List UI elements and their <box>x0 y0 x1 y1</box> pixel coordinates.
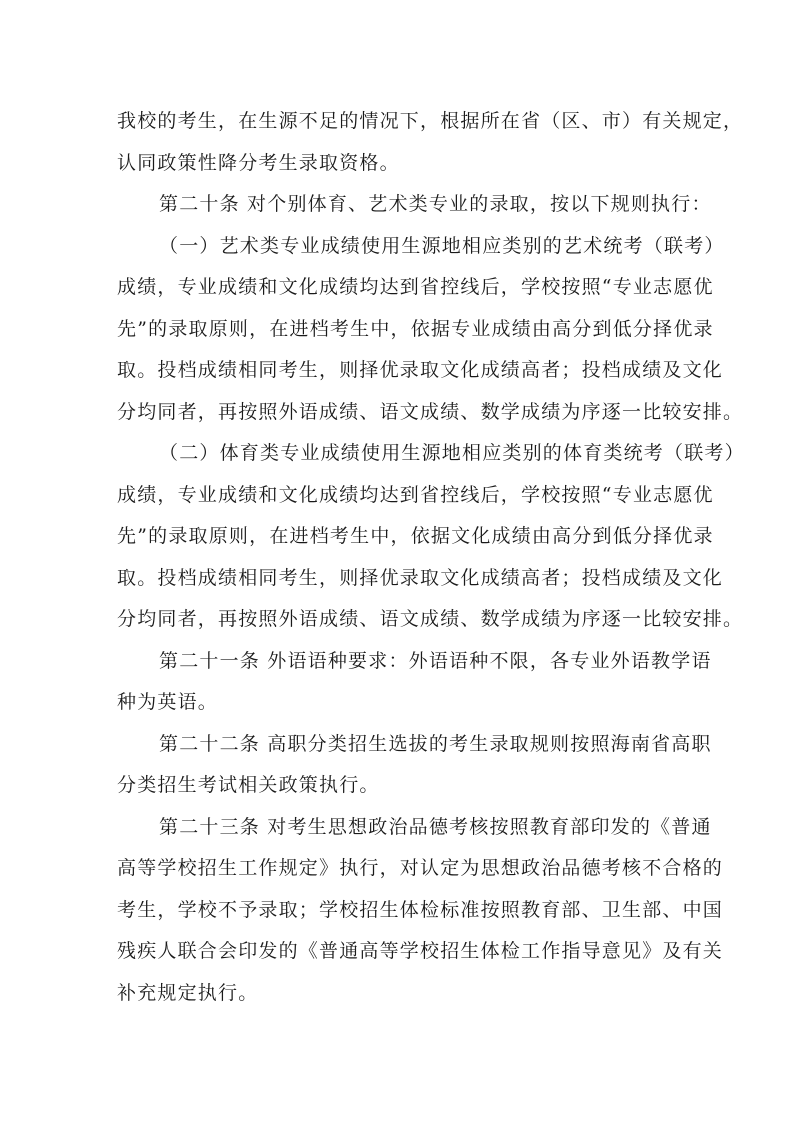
text-line: 第二十条 对个别体育、艺术类专业的录取，按以下规则执行： <box>159 193 712 215</box>
text-line: 分均同者，再按照外语成绩、语文成绩、数学成绩为序逐一比较安排。 <box>117 608 744 630</box>
text-line: 分均同者，再按照外语成绩、语文成绩、数学成绩为序逐一比较安排。 <box>117 400 744 423</box>
text-line: 分类招生考试相关政策执行。 <box>117 774 380 796</box>
paragraph-sports-admission <box>117 433 745 641</box>
text-line: （二）体育类专业成绩使用生源地相应类别的体育类统考（联考） <box>159 442 745 464</box>
text-line: 认同政策性降分考生录取资格。 <box>117 151 400 174</box>
text-line: 我校的考生，在生源不足的情况下，根据所在省（区、市）有关规定， <box>117 110 744 132</box>
text-line: 种为英语。 <box>117 691 219 713</box>
text-line: （一）艺术类专业成绩使用生源地相应类别的艺术统考（联考） <box>159 234 725 257</box>
paragraph-admission-quota <box>117 101 744 184</box>
text-line: 成绩，专业成绩和文化成绩均达到省控线后，学校按照“专业志愿优 <box>117 483 714 506</box>
text-line: 第二十二条 高职分类招生选拔的考生录取规则按照海南省高职 <box>159 732 712 755</box>
paragraph-article-20 <box>117 184 712 226</box>
text-line: 取。投档成绩相同考生，则择优录取文化成绩高者；投档成绩及文化 <box>117 566 724 589</box>
text-line: 先”的录取原则，在进档考生中，依据专业成绩由高分到低分择优录 <box>117 317 714 340</box>
text-line: 第二十三条 对考生思想政治品德考核按照教育部印发的《普通 <box>159 815 712 838</box>
paragraph-article-23 <box>117 807 724 1015</box>
paragraph-article-22 <box>117 724 712 807</box>
text-line: 残疾人联合会印发的《普通高等学校招生体检工作指导意见》及有关 <box>117 940 724 962</box>
text-line: 取。投档成绩相同考生，则择优录取文化成绩高者；投档成绩及文化 <box>117 359 724 381</box>
text-line: 考生，学校不予录取；学校招生体检标准按照教育部、卫生部、中国 <box>117 898 724 921</box>
document-body <box>117 101 745 1014</box>
text-line: 补充规定执行。 <box>117 981 259 1004</box>
paragraph-art-admission <box>117 226 744 434</box>
text-line: 成绩，专业成绩和文化成绩均达到省控线后，学校按照“专业志愿优 <box>117 276 714 298</box>
paragraph-article-21 <box>117 641 712 724</box>
text-line: 先”的录取原则，在进档考生中，依据文化成绩由高分到低分择优录 <box>117 525 714 547</box>
text-line: 高等学校招生工作规定》执行，对认定为思想政治品德考核不合格的 <box>117 857 724 879</box>
text-line: 第二十一条 外语语种要求：外语语种不限，各专业外语教学语 <box>159 649 712 672</box>
